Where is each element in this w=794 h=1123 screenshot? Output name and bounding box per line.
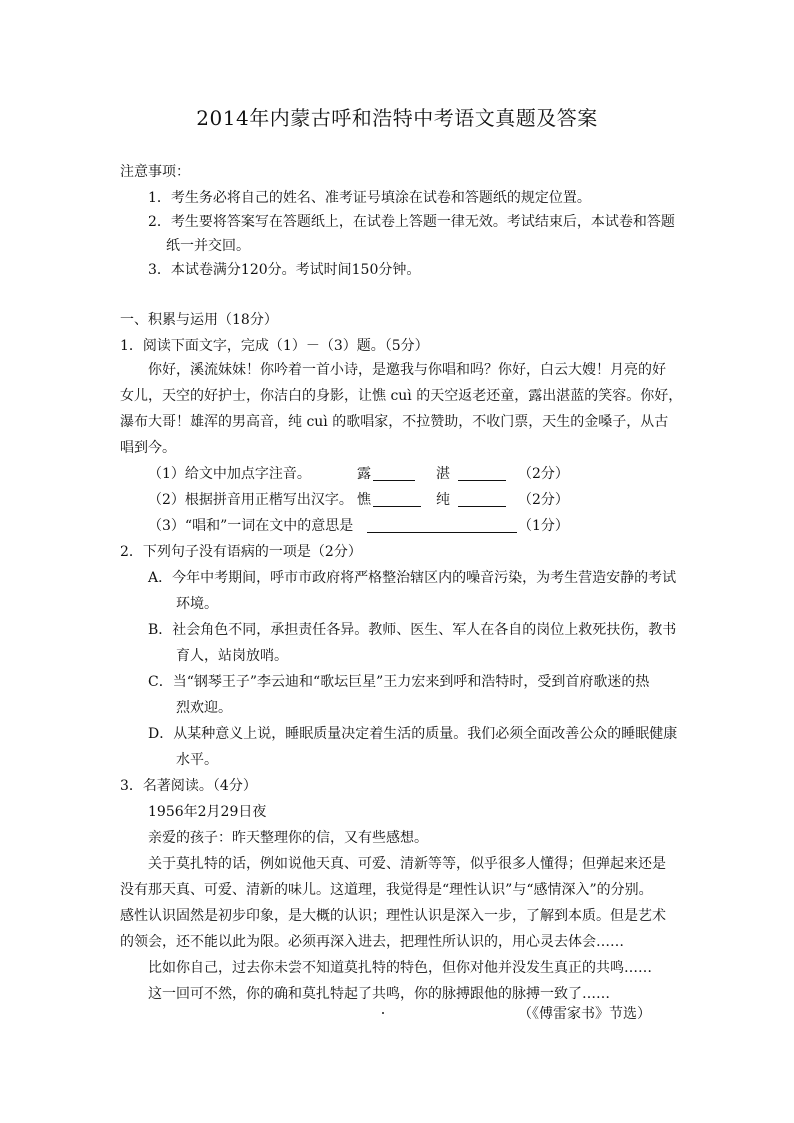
q3-letter-line: 关于莫扎特的话，例如说他天真、可爱、清新等等，似乎很多人懂得；但弹起来还是 xyxy=(148,856,666,872)
q2-option-a: A．今年中考期间，呼市市政府将严格整治辖区内的噪音污染，为考生营造安静的考试 xyxy=(148,570,677,586)
q2-option-c: C．当“钢琴王子”李云迪和“歌坛巨星”王力宏来到呼和浩特时，受到首府歌迷的热 xyxy=(148,674,650,690)
q1-stem: 1．阅读下面文字，完成（1）－（3）题。（5分） xyxy=(120,338,429,354)
q3-letter-line: 比如你自己，过去你未尝不知道莫扎特的特色，但你对他并没发生真正的共鸣…… xyxy=(148,960,652,976)
q2-option-c-cont: 烈欢迎。 xyxy=(176,700,232,716)
q1-passage-line: 女儿，天空的好护士，你洁白的身影，让憔 cuì 的天空返老还童，露出湛蓝的笑容。你好， xyxy=(120,388,683,404)
section-1-heading: 一、积累与运用（18分） xyxy=(120,312,278,328)
q1-sub2-char2: 纯 xyxy=(436,492,450,508)
page-dot xyxy=(382,1012,384,1014)
q3-letter-line: 这一回可不然，你的确和莫扎特起了共鸣，你的脉搏跟他的脉搏一致了…… xyxy=(148,986,610,1002)
q3-letter-date: 1956年2月29日夜 xyxy=(148,804,267,820)
q1-sub2-label: （2）根据拼音用正楷写出汉字。 xyxy=(148,492,353,508)
answer-blank[interactable] xyxy=(373,492,421,507)
answer-blank[interactable] xyxy=(458,466,506,481)
q1-passage-line: 你好，溪流妹妹！你吟着一首小诗，是邀我与你唱和吗？你好，白云大嫂！月亮的好 xyxy=(148,362,666,378)
q1-sub3-score: （1分） xyxy=(518,518,569,534)
q1-sub2-score: （2分） xyxy=(518,492,569,508)
page-title: 2014年内蒙古呼和浩特中考语文真题及答案 xyxy=(196,106,598,130)
notice-item-3: 3．本试卷满分120分。考试时间150分钟。 xyxy=(148,262,421,278)
q1-sub1-label: （1）给文中加点字注音。 xyxy=(148,466,311,482)
q1-sub3-label: （3）“唱和”一词在文中的意思是 xyxy=(148,518,354,534)
q3-letter-line: 感性认识固然是初步印象，是大概的认识；理性认识是深入一步，了解到本质。但是艺术 xyxy=(120,908,666,924)
answer-blank[interactable] xyxy=(458,492,506,507)
q1-sub1-score: （2分） xyxy=(518,466,569,482)
notice-item-2: 2．考生要将答案写在答题纸上，在试卷上答题一律无效。考试结束后，本试卷和答题 xyxy=(148,214,675,230)
q1-sub1-char1: 露 xyxy=(357,466,371,482)
q3-stem: 3．名著阅读。（4分） xyxy=(120,778,257,794)
q2-option-d-cont: 水平。 xyxy=(176,752,218,768)
q3-letter-line: 的领会，还不能以此为限。必须再深入进去，把理性所认识的，用心灵去体会…… xyxy=(120,934,624,950)
q3-letter-greeting: 亲爱的孩子：昨天整理你的信，又有些感想。 xyxy=(148,830,428,846)
answer-blank[interactable] xyxy=(373,466,415,481)
notice-item-1: 1．考生务必将自己的姓名、准考证号填涂在试卷和答题纸的规定位置。 xyxy=(148,190,591,206)
q1-sub1-char2: 湛 xyxy=(436,466,450,482)
q2-stem: 2．下列句子没有语病的一项是（2分） xyxy=(120,544,362,560)
q2-option-b-cont: 育人，站岗放哨。 xyxy=(176,648,288,664)
q2-option-b: B．社会角色不同，承担责任各异。教师、医生、军人在各自的岗位上救死扶伤，教书 xyxy=(148,622,677,638)
notice-item-2-cont: 纸一并交回。 xyxy=(166,238,250,254)
q3-source: （《傅雷家书》节选） xyxy=(518,1006,651,1022)
q2-option-d: D．从某种意义上说，睡眠质量决定着生活的质量。我们必须全面改善公众的睡眠健康 xyxy=(148,726,678,742)
q1-passage-line: 唱到今。 xyxy=(120,440,176,456)
notice-heading: 注意事项： xyxy=(120,164,190,180)
q2-option-a-cont: 环境。 xyxy=(176,596,218,612)
q1-sub2-char1: 憔 xyxy=(357,492,371,508)
q1-passage-line: 瀑布大哥！雄浑的男高音，纯 cuì 的歌唱家，不拉赞助，不收门票，天生的金嗓子，从古 xyxy=(120,414,669,430)
q3-letter-line: 没有那天真、可爱、清新的味儿。这道理，我觉得是“理性认识”与“感情深入”的分别。 xyxy=(120,882,653,898)
answer-blank[interactable] xyxy=(367,518,517,533)
